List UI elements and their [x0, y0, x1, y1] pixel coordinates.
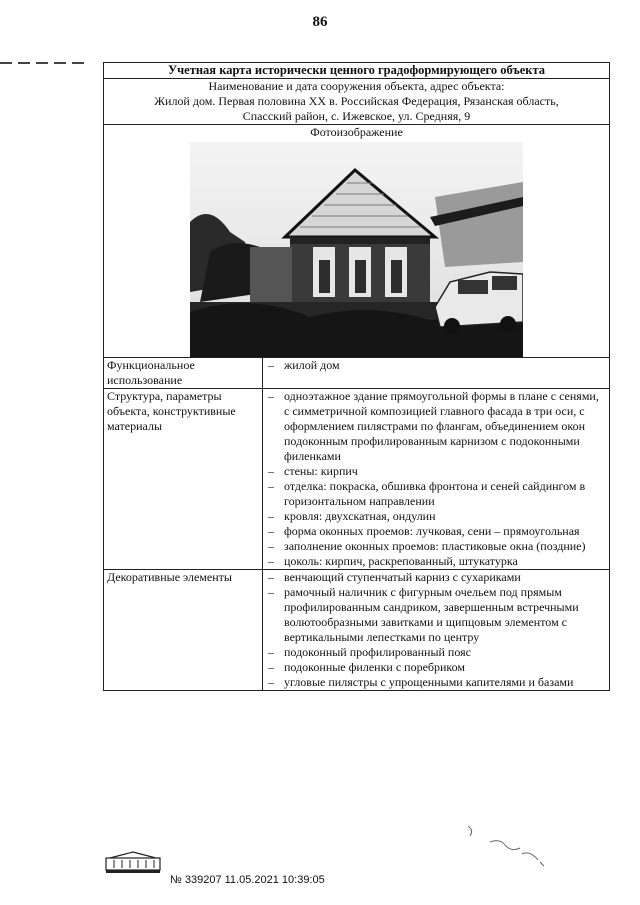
list-item: – кровля: двухскатная, ондулин [266, 509, 606, 524]
name-heading: Наименование и дата сооружения объекта, адрес объекта: [208, 79, 505, 93]
stamp-logo-icon [104, 850, 162, 874]
list-item: – цоколь: кирпич, раскрепованный, штукатурка [266, 554, 606, 569]
row-values-structure [263, 389, 610, 570]
list-item: – одноэтажное здание прямоугольной формы в плане с сенями, с симметричной композицией главного фасада в три оси, с оформлением пилястрами по флангам, объединением окон подоконным профилированным карнизом с подоконными филенками [266, 389, 606, 464]
row-label-structure: Структура, параметры объекта, конструктивные материалы [104, 389, 263, 570]
house-photo [190, 142, 523, 357]
list-item: – жилой дом [266, 358, 606, 373]
list-item: – стены: кирпич [266, 464, 606, 479]
list-item: – отделка: покраска, обшивка фронтона и сеней сайдингом в горизонтальном направлении [266, 479, 606, 509]
signature-mark [460, 820, 550, 868]
list-item: – заполнение оконных проемов: пластиковые окна (поздние) [266, 539, 606, 554]
name-line-2: Спасский район, с. Ижевское, ул. Средняя, 9 [242, 109, 471, 123]
row-label-function: Функциональное использование [104, 358, 263, 389]
row-label-decor: Декоративные элементы [104, 570, 263, 691]
photo-cell [104, 125, 610, 358]
card-title: Учетная карта исторически ценного градоформирующего объекта [104, 63, 610, 79]
row-values-function [263, 358, 610, 389]
list-item: – подоконные филенки с поребриком [266, 660, 606, 675]
list-item: – угловые пилястры с упрощенными капителями и базами [266, 675, 606, 690]
scan-mark [0, 62, 88, 64]
list-item: – рамочный наличник с фигурным очельем под прямым профилированным сандриком, завершенным встречными волютообразными завитками и щипцовым элементом с вертикальными лепестками по центру [266, 585, 606, 645]
photo-label: Фотоизображение [310, 125, 403, 139]
list-item: – венчающий ступенчатый карниз с сухариками [266, 570, 606, 585]
row-values-decor [263, 570, 610, 691]
record-card-table [103, 62, 610, 691]
list-item: – подоконный профилированный пояс [266, 645, 606, 660]
stamp-registration-text: № 339207 11.05.2021 10:39:05 [170, 874, 325, 886]
list-item: – форма оконных проемов: лучковая, сени – прямоугольная [266, 524, 606, 539]
object-info [104, 79, 610, 125]
name-line-1: Жилой дом. Первая половина XX в. Российская Федерация, Рязанская область, [154, 94, 559, 108]
page-number: 86 [312, 14, 328, 30]
